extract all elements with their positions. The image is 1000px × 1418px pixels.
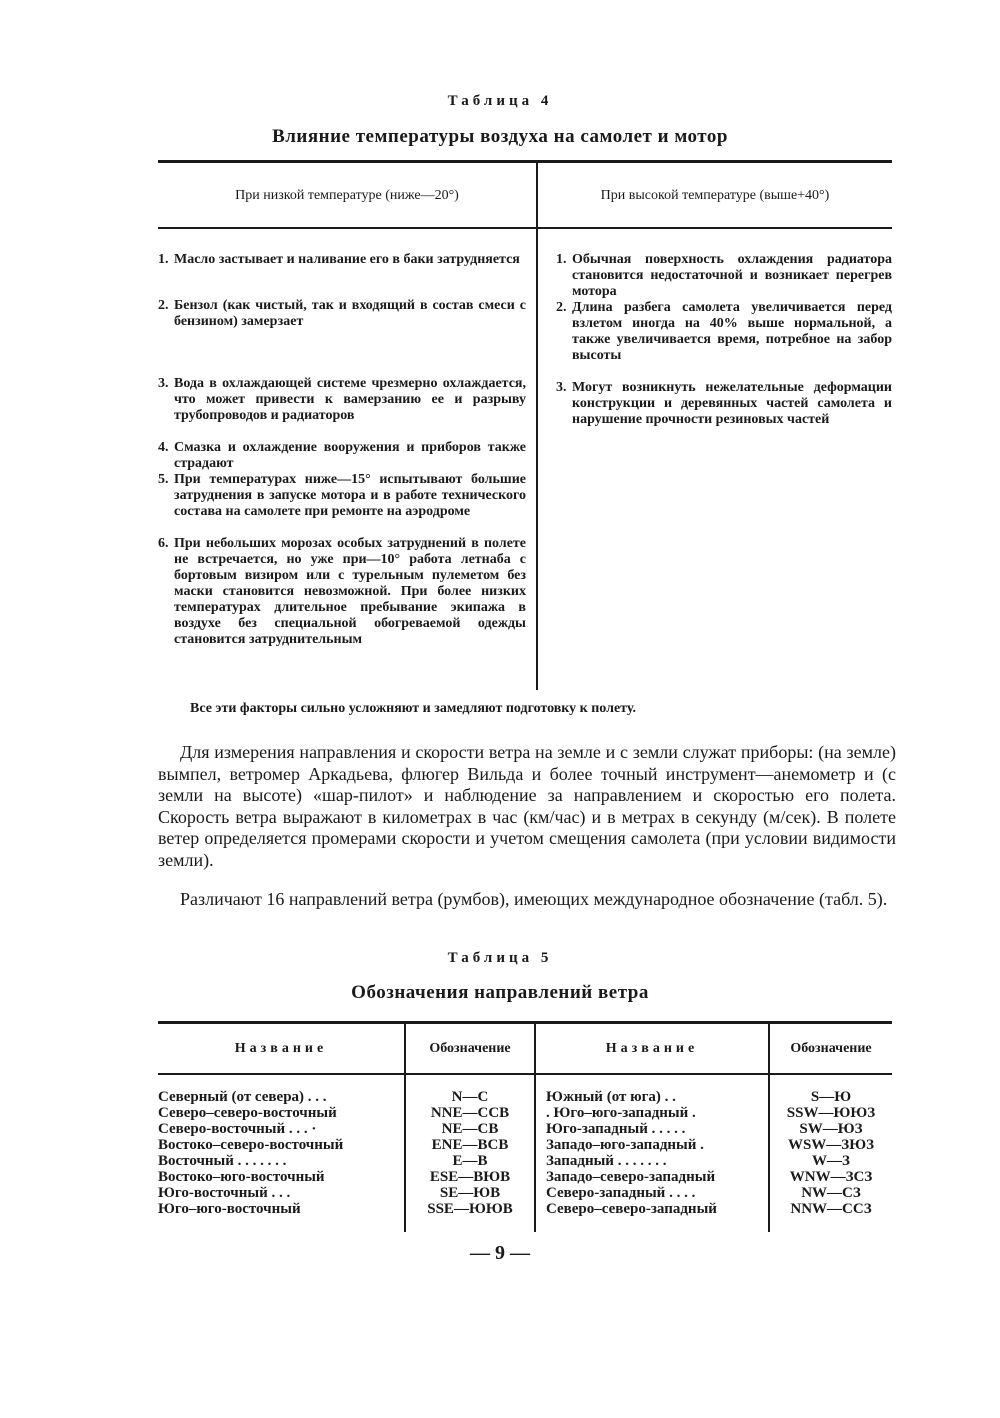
table5-cell: NNE—ССВ xyxy=(430,1105,510,1121)
table5-cell: Северо–северо-восточный xyxy=(158,1105,337,1121)
table5-left-codes xyxy=(406,1089,534,1217)
table5-cell: W—З xyxy=(812,1153,850,1169)
page-number: — 9 — xyxy=(470,1242,530,1264)
table5-cell: WSW—ЗЮЗ xyxy=(787,1137,875,1153)
table5-cell: ESE—ВЮВ xyxy=(429,1169,511,1185)
table5-cell: Восточный . . . . . . . xyxy=(158,1153,287,1169)
table4-low-list xyxy=(158,252,526,672)
table4-header-high: При высокой температуре (выше+40°) xyxy=(600,188,830,203)
table5-cell: SSE—ЮЮВ xyxy=(427,1201,513,1217)
table5-cell: NW—СЗ xyxy=(801,1185,861,1201)
table4-high-list xyxy=(556,252,892,452)
table5-cell: WNW—ЗСЗ xyxy=(789,1169,873,1185)
table5-cell: Западо–юго-западный . xyxy=(546,1137,704,1153)
table5-cell: Северо-западный . . . . xyxy=(546,1185,696,1201)
table4-high-item: 2. Длина разбега самолета увеличивается перед взлетом иногда на 40% выше нормальной, а также увеличивается время, потребное на забор высоты xyxy=(556,300,892,363)
table5-cell: . Юго–юго-западный . xyxy=(546,1105,696,1121)
table5-caption: Таблица 5 xyxy=(447,950,553,966)
table4-low-item: 4. Смазка и охлаждение вооружения и приборов также страдают xyxy=(158,440,526,471)
table4-low-item: 3. Вода в охлаждающей системе чрезмерно охлаждается, что может привести к вамерзанию ее и разрыву трубопроводов и радиаторов xyxy=(158,376,526,423)
table5-cell: E—В xyxy=(452,1153,488,1169)
table4-low-item: 1. Масло застывает и наливание его в баки затрудняется xyxy=(158,252,520,267)
table5-cell: NNW—ССЗ xyxy=(790,1201,872,1217)
table5-top-rule xyxy=(158,1021,892,1024)
table5-cell: NE—СВ xyxy=(441,1121,499,1137)
table4-title: Влияние температуры воздуха на самолет и мотор xyxy=(272,126,728,147)
table4-header-rule xyxy=(158,227,892,229)
table5-cell: Северо-восточный . . . · xyxy=(158,1121,317,1137)
table5-header-code-left: Обозначение xyxy=(429,1041,511,1056)
table4-column-divider xyxy=(536,163,538,690)
table5-left-names xyxy=(158,1089,402,1217)
table5-cell: Юго-восточный . . . xyxy=(158,1185,291,1201)
body-paragraph-1: Для измерения направления и скорости ветра на земле и с земли служат приборы: (на земле) вымпел, ветромер Аркадьева, флюгер Вильда и более точный инструмент—анемометр и (с земли на высоте) «шар-пилот» и наблюдение за направлением и скоростью его полета. Скорость ветра выражают в километрах в час (км/час) и в метрах в секунду (м/сек). В полете ветер определяется промерами скорости и учетом смещения самолета (при условии видимости земли). xyxy=(158,742,896,870)
table4-header-low: При низкой температуре (ниже—20°) xyxy=(235,188,459,203)
table4-top-rule xyxy=(158,160,892,163)
table5-cell: N—С xyxy=(451,1089,489,1105)
body-paragraph-2: Различают 16 направлений ветра (румбов), имеющих международное обозначение (табл. 5). xyxy=(180,889,888,909)
table5-header-code-right: Обозначение xyxy=(790,1041,872,1056)
table4-low-item: 6. При небольших морозах особых затруднений в полете не встречается, но уже при—10° работа летнаба с бортовым визиром или с турельным пулеметом без маски становится невозможной. При более низких температурах длительное пребывание экипажа в воздухе без специальной обогреваемой одежды становится затруднительным xyxy=(158,536,526,647)
table5-cell: Северный (от севера) . . . xyxy=(158,1089,327,1105)
table5-cell: Южный (от юга) . . xyxy=(546,1089,676,1105)
table5-cell: Юго-западный . . . . . xyxy=(546,1121,686,1137)
table4-low-item: 2. Бензол (как чистый, так и входящий в состав смеси с бензином) замерзает xyxy=(158,298,526,329)
table5-title: Обозначения направлений ветра xyxy=(351,982,649,1003)
table5-cell: SSW—ЮЮЗ xyxy=(786,1105,876,1121)
table5-cell: ENE—ВСВ xyxy=(431,1137,509,1153)
table5-cell: Востоко–юго-восточный xyxy=(158,1169,325,1185)
table5-right-codes xyxy=(770,1089,892,1217)
table4-low-item: 5. При температурах ниже—15° испытывают большие затруднения в запуске мотора и в работе технического состава на самолете при ремонте на аэродроме xyxy=(158,472,526,519)
table5-right-names xyxy=(546,1089,766,1217)
table5-header-rule xyxy=(158,1073,892,1075)
table4-high-item: 3. Могут возникнуть нежелательные деформации конструкции и деревянных частей самолета и нарушение прочности резиновых частей xyxy=(556,380,892,427)
table5-cell: Западный . . . . . . . xyxy=(546,1153,667,1169)
table5-cell: SW—ЮЗ xyxy=(799,1121,863,1137)
table5-cell: Востоко–северо-восточный xyxy=(158,1137,344,1153)
table5-cell: Западо–северо-западный xyxy=(546,1169,716,1185)
table5-cell: Юго–юго-восточный xyxy=(158,1201,301,1217)
table5-cell: SE—ЮВ xyxy=(439,1185,501,1201)
table5-cell: Северо–северо-западный xyxy=(546,1201,717,1217)
table5-header-name-right: Название xyxy=(605,1041,699,1056)
table4-note: Все эти факторы сильно усложняют и замедляют подготовку к полету. xyxy=(190,701,636,716)
table4-caption: Таблица 4 xyxy=(447,93,553,109)
table4-high-item: 1. Обычная поверхность охлаждения радиатора становится недостаточной и возникает перегрев мотора xyxy=(556,252,892,299)
table5-cell: S—Ю xyxy=(810,1089,852,1105)
table5-header-name-left: Название xyxy=(234,1041,328,1056)
